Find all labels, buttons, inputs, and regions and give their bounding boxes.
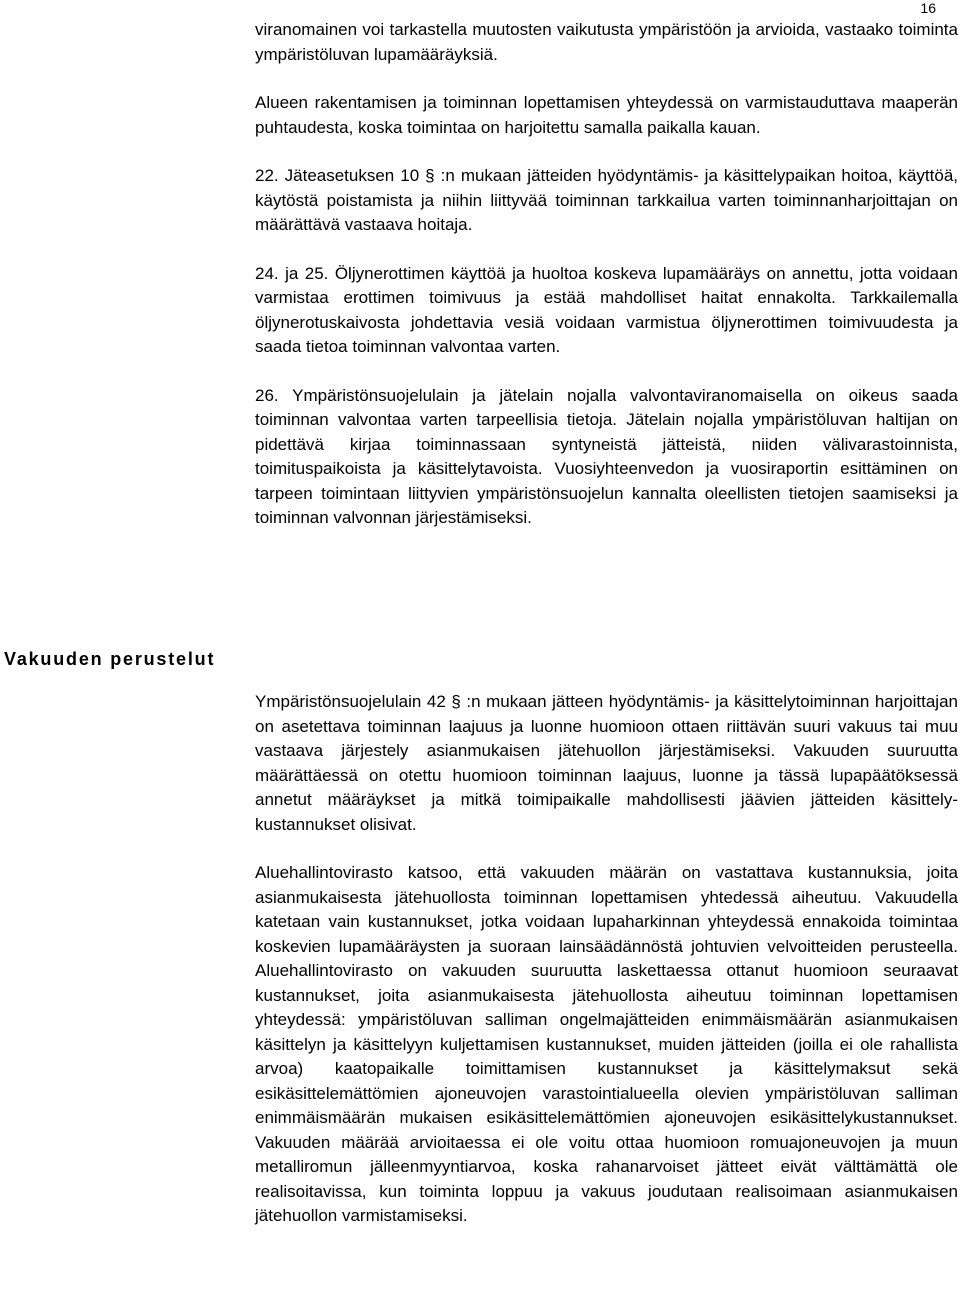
page-number: 16: [920, 0, 936, 16]
paragraph: Alueen rakentamisen ja toiminnan lopettamisen yhteydessä on varmistauduttava maaperän puhtaudesta, koska toimintaa on harjoitettu samalla paikalla kauan.: [255, 93, 958, 137]
paragraph: Ympäristönsuojelulain 42 § :n mukaan jätteen hyödyntämis- ja käsittelytoiminnan harjoittajan on asetettava toiminnan laajuus ja luonne huomioon ottaen riittävän suuri vakuus tai muu vastaava järjestely asianmukaisen jätehuollon järjestämiseksi. Vakuuden suuruutta määrättäessä on otettu huomioon toiminnan laajuus, luonne ja tässä lupapäätöksessä annetut määräykset ja mitkä toimipaikalle mahdollisesti jäävien jätteiden käsittelykustannukset olisivat.: [255, 692, 958, 834]
paragraph: viranomainen voi tarkastella muutosten vaikutusta ympäristöön ja arvioida, vastaako toiminta ympäristöluvan lupamääräyksiä.: [255, 20, 958, 64]
paragraph: Aluehallintovirasto katsoo, että vakuuden määrän on vastattava kustannuksia, joita asianmukaisesta jätehuollosta toiminnan lopettamisen yhtedessä aiheutuu. Vakuudella katetaan vain kustannukset, jotka voidaan lupaharkinnan yhteydessä ennakoida toimintaa koskevien lupamääräysten ja suoraan lainsäädännöstä johtuvien velvoitteiden perusteella. Aluehallintovirasto on vakuuden suuruutta laskettaessa ottanut huomioon seuraavat kustannukset, joita asianmukaisesta jätehuollosta aiheutuu toiminnan lopettamisen yhteydessä: ympäristöluvan salliman ongelmajätteiden enimmäismäärän asianmukaisen käsittelyn ja käsittelyyn kuljettamisen kustannukset, muiden jätteiden (joilla ei ole rahallista arvoa) kaatopaikalle toimittamisen kustannukset ja käsittelymaksut sekä esikäsittelemättömien ajoneuvojen varastointialueella olevien ympäristöluvan salliman enimmäismäärän mukaisen esikäsittelemättömien ajoneuvojen esikäsittelykustannukset. Vakuuden määrää arvioitaessa ei ole voitu ottaa huomioon romuajoneuvojen ja muun metalliromun jälleenmyyntiarvoa, koska rahanarvoiset jätteet eivät välttämättä ole realisoitavissa, kun toiminta loppuu ja vakuus joudutaan realisoimaan asianmukaisen jätehuollon varmistamiseksi.: [255, 863, 958, 1225]
body-text-upper: [255, 18, 958, 531]
paragraph: 26. Ympäristönsuojelulain ja jätelain nojalla valvontaviranomaisella on oikeus saada toiminnan valvontaa varten tarpeellisia tietoja. Jätelain nojalla ympäristöluvan haltijan on pidettävä kirjaa toiminnassaan syntyneistä jätteistä, niiden välivarastoinnista, toimituspaikoista ja käsittelytavoista. Vuosiyhteenvedon ja vuosiraportin esittäminen on tarpeen toimintaan liittyvien ympäristönsuojelun kannalta oleellisten tietojen saamiseksi ja toiminnan valvonnan järjestämiseksi.: [255, 385, 958, 527]
paragraph: 22. Jäteasetuksen 10 § :n mukaan jätteiden hyödyntämis- ja käsittelypaikan hoitoa, käyttöä, käytöstä poistamista ja niihin liittyvää toiminnan tarkkailua varten toiminnanharjoittajan on määrättävä vastaava hoitaja.: [255, 166, 958, 234]
paragraph: 24. ja 25. Öljynerottimen käyttöä ja huoltoa koskeva lupamääräys on annettu, jotta voidaan varmistaa erottimen toimivuus ja estää mahdolliset haitat ennakolta. Tarkkailemalla öljynerotuskaivosta johdettavia vesiä voidaan varmistua öljynerottimen toimivuudesta ja saada tietoa toiminnan valvontaa varten.: [255, 263, 958, 356]
body-text-lower: [255, 690, 958, 1229]
section-heading: Vakuuden perustelut: [4, 649, 216, 669]
